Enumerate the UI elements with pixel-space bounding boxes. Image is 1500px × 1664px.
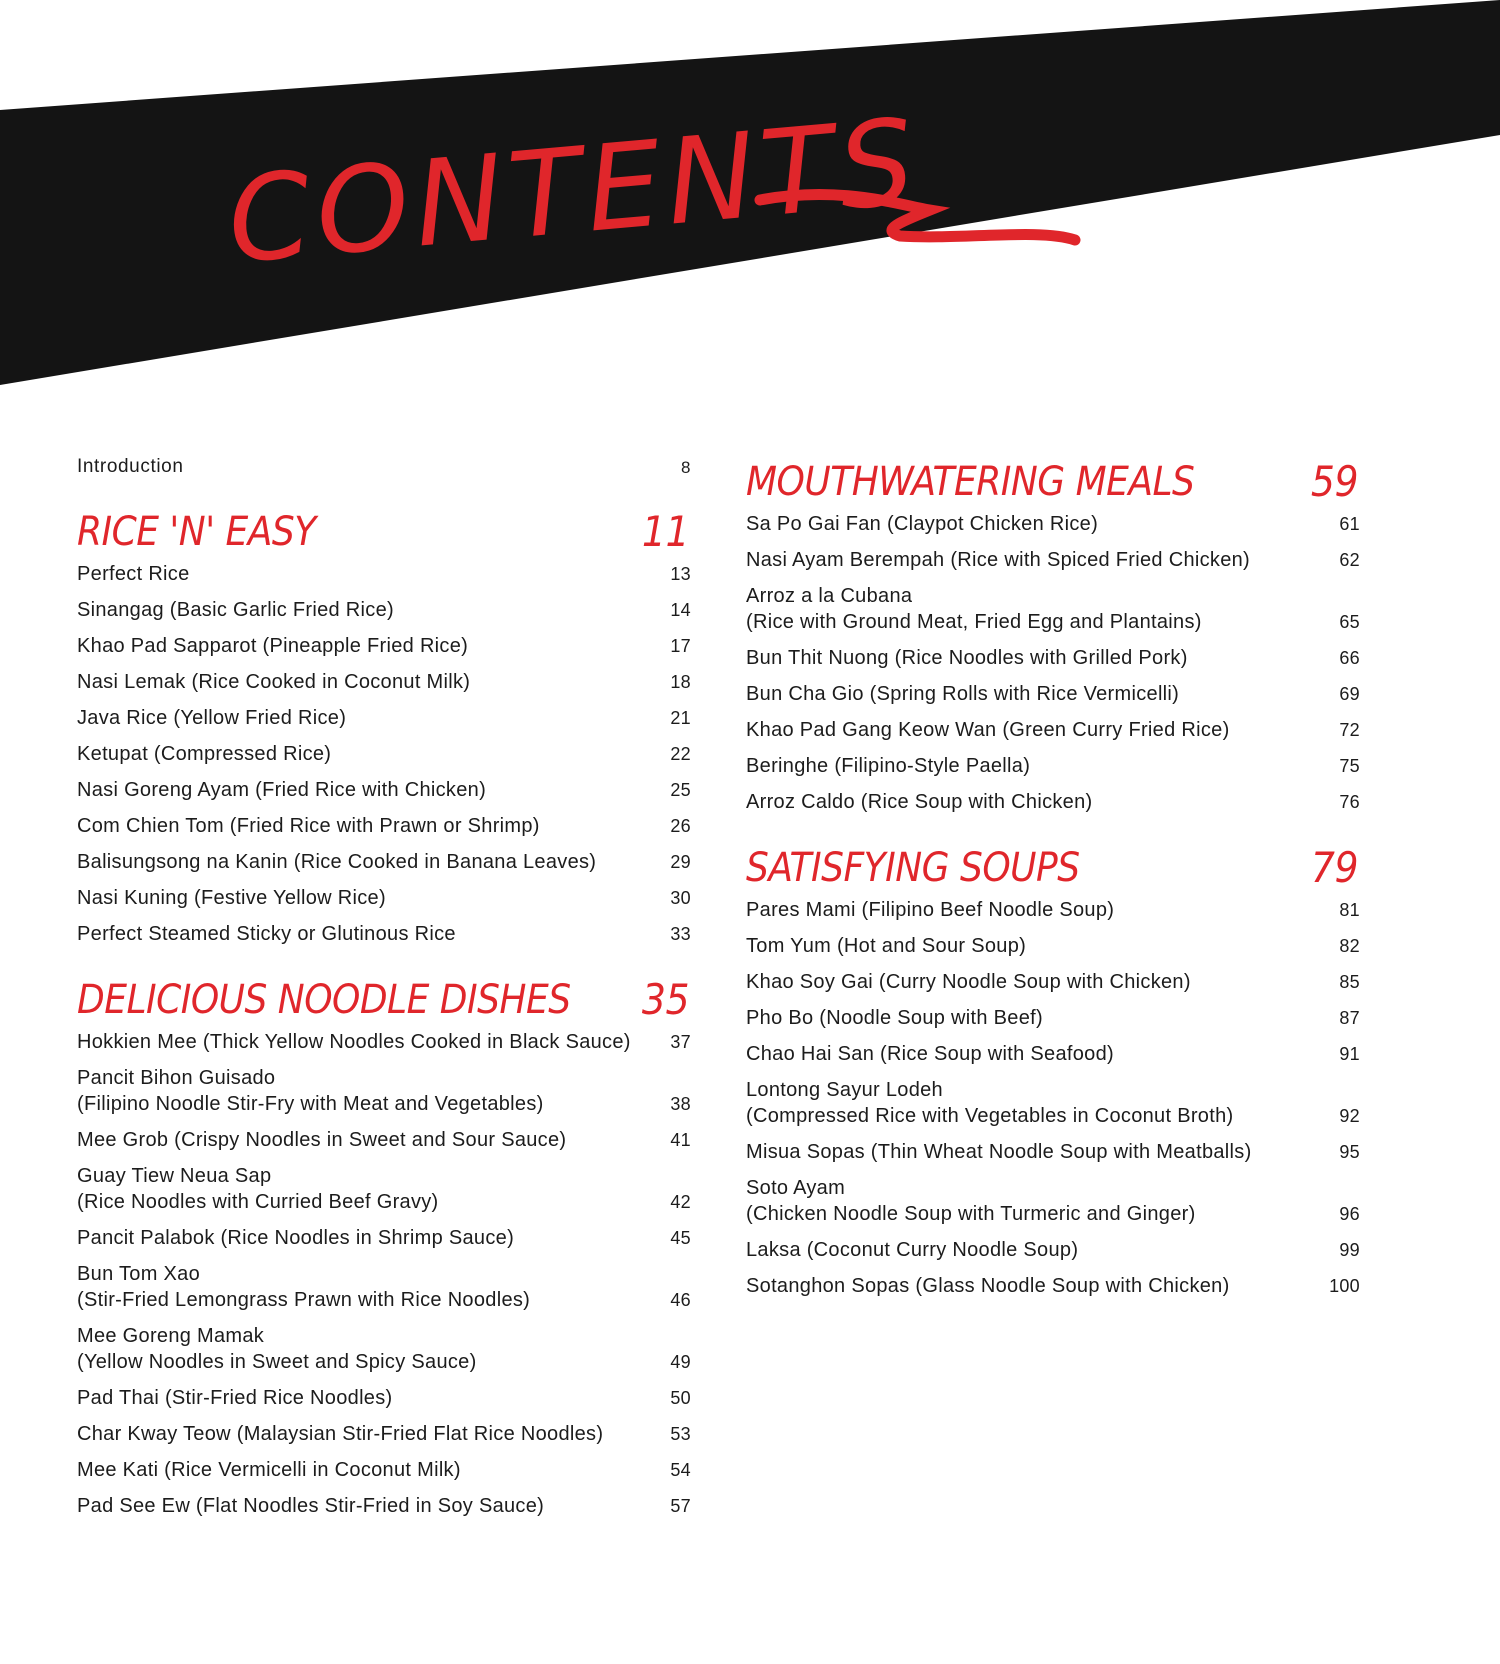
entry-name-block [77, 1323, 657, 1375]
entry-name-block [77, 561, 657, 587]
toc-entry[interactable] [746, 578, 1360, 640]
entry-title: Soto Ayam [746, 1177, 846, 1199]
toc-entry[interactable] [746, 1000, 1360, 1036]
section-heading[interactable] [746, 446, 1360, 506]
entry-page-number: 61 [1339, 514, 1360, 534]
entry-title: Misua Sopas (Thin Wheat Noodle Soup with Meatballs) [746, 1141, 1252, 1163]
entry-name-block [77, 1493, 657, 1519]
entry-page-number: 21 [670, 708, 691, 728]
entry-name-block [77, 1163, 657, 1215]
entry-name-block [746, 1237, 1326, 1263]
entry-page-number: 82 [1339, 936, 1360, 956]
entry-page-number: 25 [670, 780, 691, 800]
toc-entry[interactable] [746, 1232, 1360, 1268]
entry-page-number: 45 [670, 1228, 691, 1248]
section-page-number: 11 [641, 507, 689, 556]
toc-entry[interactable] [746, 928, 1360, 964]
entry-title: Hokkien Mee (Thick Yellow Noodles Cooked in Black Sauce) [77, 1031, 631, 1053]
entry-name-block [77, 1029, 657, 1055]
entry-subtitle: (Chicken Noodle Soup with Turmeric and Ginger) [746, 1203, 1196, 1225]
toc-entry[interactable] [77, 664, 691, 700]
entry-title: Nasi Goreng Ayam (Fried Rice with Chicken) [77, 779, 487, 801]
intro-entry[interactable] [77, 446, 691, 478]
toc-entry[interactable] [77, 1318, 691, 1380]
toc-section [746, 446, 1360, 820]
entry-name-block [746, 753, 1326, 779]
entry-page-number: 100 [1329, 1276, 1360, 1296]
entry-title: Pares Mami (Filipino Beef Noodle Soup) [746, 899, 1115, 921]
toc-entry[interactable] [746, 1134, 1360, 1170]
intro-label: Introduction [77, 456, 184, 477]
entry-name-block [746, 681, 1326, 707]
section-heading[interactable] [77, 964, 691, 1024]
toc-entry[interactable] [746, 1036, 1360, 1072]
entry-name-block [77, 921, 657, 947]
entry-title: Pancit Bihon Guisado [77, 1067, 276, 1089]
entry-title: Arroz Caldo (Rice Soup with Chicken) [746, 791, 1093, 813]
entry-title: Pad See Ew (Flat Noodles Stir-Fried in Soy Sauce) [77, 1495, 545, 1517]
entry-page-number: 65 [1339, 612, 1360, 632]
entry-title: Pancit Palabok (Rice Noodles in Shrimp Sauce) [77, 1227, 515, 1249]
entry-title: Khao Pad Gang Keow Wan (Green Curry Fried Rice) [746, 719, 1230, 741]
toc-entry[interactable] [77, 1416, 691, 1452]
left-sections [77, 496, 691, 1524]
entry-page-number: 37 [670, 1032, 691, 1052]
entry-name-block [77, 705, 657, 731]
entry-name-block [77, 1225, 657, 1251]
entry-page-number: 30 [670, 888, 691, 908]
entry-name-block [746, 969, 1326, 995]
entry-title: Khao Pad Sapparot (Pineapple Fried Rice) [77, 635, 469, 657]
entry-title: Char Kway Teow (Malaysian Stir-Fried Flat Rice Noodles) [77, 1423, 604, 1445]
toc-entry[interactable] [746, 1072, 1360, 1134]
entry-name-block [77, 1385, 657, 1411]
entry-page-number: 49 [670, 1352, 691, 1372]
entry-name-block [77, 669, 657, 695]
entry-page-number: 87 [1339, 1008, 1360, 1028]
entry-title: Pho Bo (Noodle Soup with Beef) [746, 1007, 1043, 1029]
toc-entry[interactable] [77, 556, 691, 592]
right-column [746, 446, 1360, 1304]
entry-title: Mee Grob (Crispy Noodles in Sweet and Sour Sauce) [77, 1129, 567, 1151]
entry-title: Mee Kati (Rice Vermicelli in Coconut Milk) [77, 1459, 461, 1481]
entry-page-number: 53 [670, 1424, 691, 1444]
left-column [77, 446, 691, 1524]
toc-entry[interactable] [77, 628, 691, 664]
section-heading[interactable] [746, 832, 1360, 892]
entry-page-number: 14 [670, 600, 691, 620]
entry-page-number: 72 [1339, 720, 1360, 740]
entry-title: Mee Goreng Mamak [77, 1325, 265, 1347]
entry-page-number: 42 [670, 1192, 691, 1212]
entry-name-block [746, 1005, 1326, 1031]
entry-subtitle: (Rice with Ground Meat, Fried Egg and Plantains) [746, 611, 1202, 633]
title-banner [0, 0, 1500, 420]
entry-page-number: 18 [670, 672, 691, 692]
section-title: DELICIOUS NOODLE DISHES [77, 977, 571, 1023]
entry-page-number: 91 [1339, 1044, 1360, 1064]
entry-name-block [77, 777, 657, 803]
entry-page-number: 38 [670, 1094, 691, 1114]
entry-title: Balisungsong na Kanin (Rice Cooked in Banana Leaves) [77, 851, 597, 873]
entry-page-number: 13 [670, 564, 691, 584]
entry-page-number: 66 [1339, 648, 1360, 668]
entry-page-number: 29 [670, 852, 691, 872]
entry-page-number: 81 [1339, 900, 1360, 920]
toc-entry[interactable] [77, 1256, 691, 1318]
entry-title: Ketupat (Compressed Rice) [77, 743, 332, 765]
section-page-number: 79 [1310, 843, 1358, 892]
entry-title: Perfect Rice [77, 563, 190, 585]
entry-name-block [77, 1421, 657, 1447]
entry-title: Com Chien Tom (Fried Rice with Prawn or Shrimp) [77, 815, 540, 837]
entry-name-block [77, 1127, 657, 1153]
entry-page-number: 17 [670, 636, 691, 656]
toc-entry[interactable] [77, 1220, 691, 1256]
entry-name-block [746, 1175, 1326, 1227]
toc-entry[interactable] [77, 808, 691, 844]
entry-title: Bun Cha Gio (Spring Rolls with Rice Vermicelli) [746, 683, 1180, 705]
entry-name-block [77, 813, 657, 839]
toc-entry[interactable] [746, 784, 1360, 820]
toc-entry[interactable] [746, 542, 1360, 578]
toc-section [77, 496, 691, 952]
entry-title: Perfect Steamed Sticky or Glutinous Rice [77, 923, 456, 945]
entry-subtitle: (Rice Noodles with Curried Beef Gravy) [77, 1191, 439, 1213]
right-sections [746, 446, 1360, 1304]
entry-page-number: 75 [1339, 756, 1360, 776]
toc-entry[interactable] [77, 736, 691, 772]
entry-page-number: 95 [1339, 1142, 1360, 1162]
entry-name-block [77, 1065, 657, 1117]
toc-entry[interactable] [77, 880, 691, 916]
toc-entry[interactable] [77, 592, 691, 628]
entry-title: Sa Po Gai Fan (Claypot Chicken Rice) [746, 513, 1099, 535]
intro-page: 8 [680, 458, 691, 477]
entry-title: Nasi Lemak (Rice Cooked in Coconut Milk) [77, 671, 471, 693]
entry-title: Java Rice (Yellow Fried Rice) [77, 707, 347, 729]
entry-title: Guay Tiew Neua Sap [77, 1165, 272, 1187]
section-title: SATISFYING SOUPS [746, 845, 1080, 891]
entry-name-block [746, 1077, 1326, 1129]
toc-entry[interactable] [77, 1060, 691, 1122]
entry-page-number: 54 [670, 1460, 691, 1480]
entry-page-number: 46 [670, 1290, 691, 1310]
toc-entry[interactable] [77, 1380, 691, 1416]
entry-subtitle: (Filipino Noodle Stir-Fry with Meat and Vegetables) [77, 1093, 544, 1115]
entry-name-block [77, 849, 657, 875]
entry-name-block [746, 1041, 1326, 1067]
entry-page-number: 69 [1339, 684, 1360, 704]
entry-title: Bun Thit Nuong (Rice Noodles with Grilled Pork) [746, 647, 1188, 669]
entry-page-number: 62 [1339, 550, 1360, 570]
toc-entry[interactable] [77, 700, 691, 736]
entry-page-number: 33 [670, 924, 691, 944]
entry-page-number: 57 [670, 1496, 691, 1516]
entry-name-block [746, 547, 1326, 573]
section-title: RICE 'N' EASY [77, 509, 316, 555]
entry-title: Beringhe (Filipino-Style Paella) [746, 755, 1031, 777]
entry-title: Sinangag (Basic Garlic Fried Rice) [77, 599, 394, 621]
entry-page-number: 76 [1339, 792, 1360, 812]
entry-name-block [746, 1273, 1326, 1299]
entry-title: Nasi Ayam Berempah (Rice with Spiced Fried Chicken) [746, 549, 1251, 571]
toc-entry[interactable] [77, 1024, 691, 1060]
entry-title: Bun Tom Xao [77, 1263, 201, 1285]
toc-entry[interactable] [746, 506, 1360, 542]
toc-section [746, 832, 1360, 1304]
entry-title: Tom Yum (Hot and Sour Soup) [746, 935, 1027, 957]
entry-subtitle: (Compressed Rice with Vegetables in Coconut Broth) [746, 1105, 1234, 1127]
entry-name-block [746, 789, 1326, 815]
toc-entry[interactable] [77, 1488, 691, 1524]
toc-entry[interactable] [746, 640, 1360, 676]
entry-title: Arroz a la Cubana [746, 585, 913, 607]
entry-page-number: 41 [670, 1130, 691, 1150]
toc-section [77, 964, 691, 1524]
toc-entry[interactable] [746, 1170, 1360, 1232]
entry-name-block [77, 1261, 657, 1313]
entry-page-number: 99 [1339, 1240, 1360, 1260]
entry-name-block [77, 633, 657, 659]
toc-entry[interactable] [746, 676, 1360, 712]
toc-entry[interactable] [77, 772, 691, 808]
toc-entry[interactable] [77, 1452, 691, 1488]
section-title: MOUTHWATERING MEALS [746, 459, 1195, 505]
toc-entry[interactable] [746, 1268, 1360, 1304]
toc-entry[interactable] [77, 916, 691, 952]
entry-page-number: 92 [1339, 1106, 1360, 1126]
entry-name-block [746, 897, 1326, 923]
entry-title: Nasi Kuning (Festive Yellow Rice) [77, 887, 386, 909]
entry-name-block [746, 1139, 1326, 1165]
toc-entry[interactable] [746, 892, 1360, 928]
section-page-number: 35 [641, 975, 689, 1024]
toc-entry[interactable] [77, 1158, 691, 1220]
entry-name-block [746, 583, 1326, 635]
toc-entry[interactable] [746, 964, 1360, 1000]
entry-title: Laksa (Coconut Curry Noodle Soup) [746, 1239, 1079, 1261]
entry-subtitle: (Yellow Noodles in Sweet and Spicy Sauce) [77, 1351, 477, 1373]
entry-name-block [77, 1457, 657, 1483]
entry-name-block [746, 511, 1326, 537]
entry-name-block [77, 885, 657, 911]
entry-page-number: 50 [670, 1388, 691, 1408]
entry-page-number: 22 [670, 744, 691, 764]
entry-name-block [746, 717, 1326, 743]
entry-page-number: 85 [1339, 972, 1360, 992]
section-page-number: 59 [1310, 457, 1358, 506]
entry-name-block [77, 741, 657, 767]
entry-title: Khao Soy Gai (Curry Noodle Soup with Chicken) [746, 971, 1191, 993]
toc-entry[interactable] [746, 748, 1360, 784]
entry-page-number: 96 [1339, 1204, 1360, 1224]
entry-title: Chao Hai San (Rice Soup with Seafood) [746, 1043, 1114, 1065]
entry-subtitle: (Stir-Fried Lemongrass Prawn with Rice Noodles) [77, 1289, 531, 1311]
entry-name-block [746, 645, 1326, 671]
entry-name-block [77, 597, 657, 623]
entry-title: Sotanghon Sopas (Glass Noodle Soup with Chicken) [746, 1275, 1230, 1297]
entry-page-number: 26 [670, 816, 691, 836]
toc-entry[interactable] [77, 1122, 691, 1158]
entry-title: Lontong Sayur Lodeh [746, 1079, 943, 1101]
toc-entry[interactable] [746, 712, 1360, 748]
section-heading[interactable] [77, 496, 691, 556]
toc-entry[interactable] [77, 844, 691, 880]
entry-title: Pad Thai (Stir-Fried Rice Noodles) [77, 1387, 393, 1409]
entry-name-block [746, 933, 1326, 959]
page-title: CONTENTS [222, 91, 926, 290]
